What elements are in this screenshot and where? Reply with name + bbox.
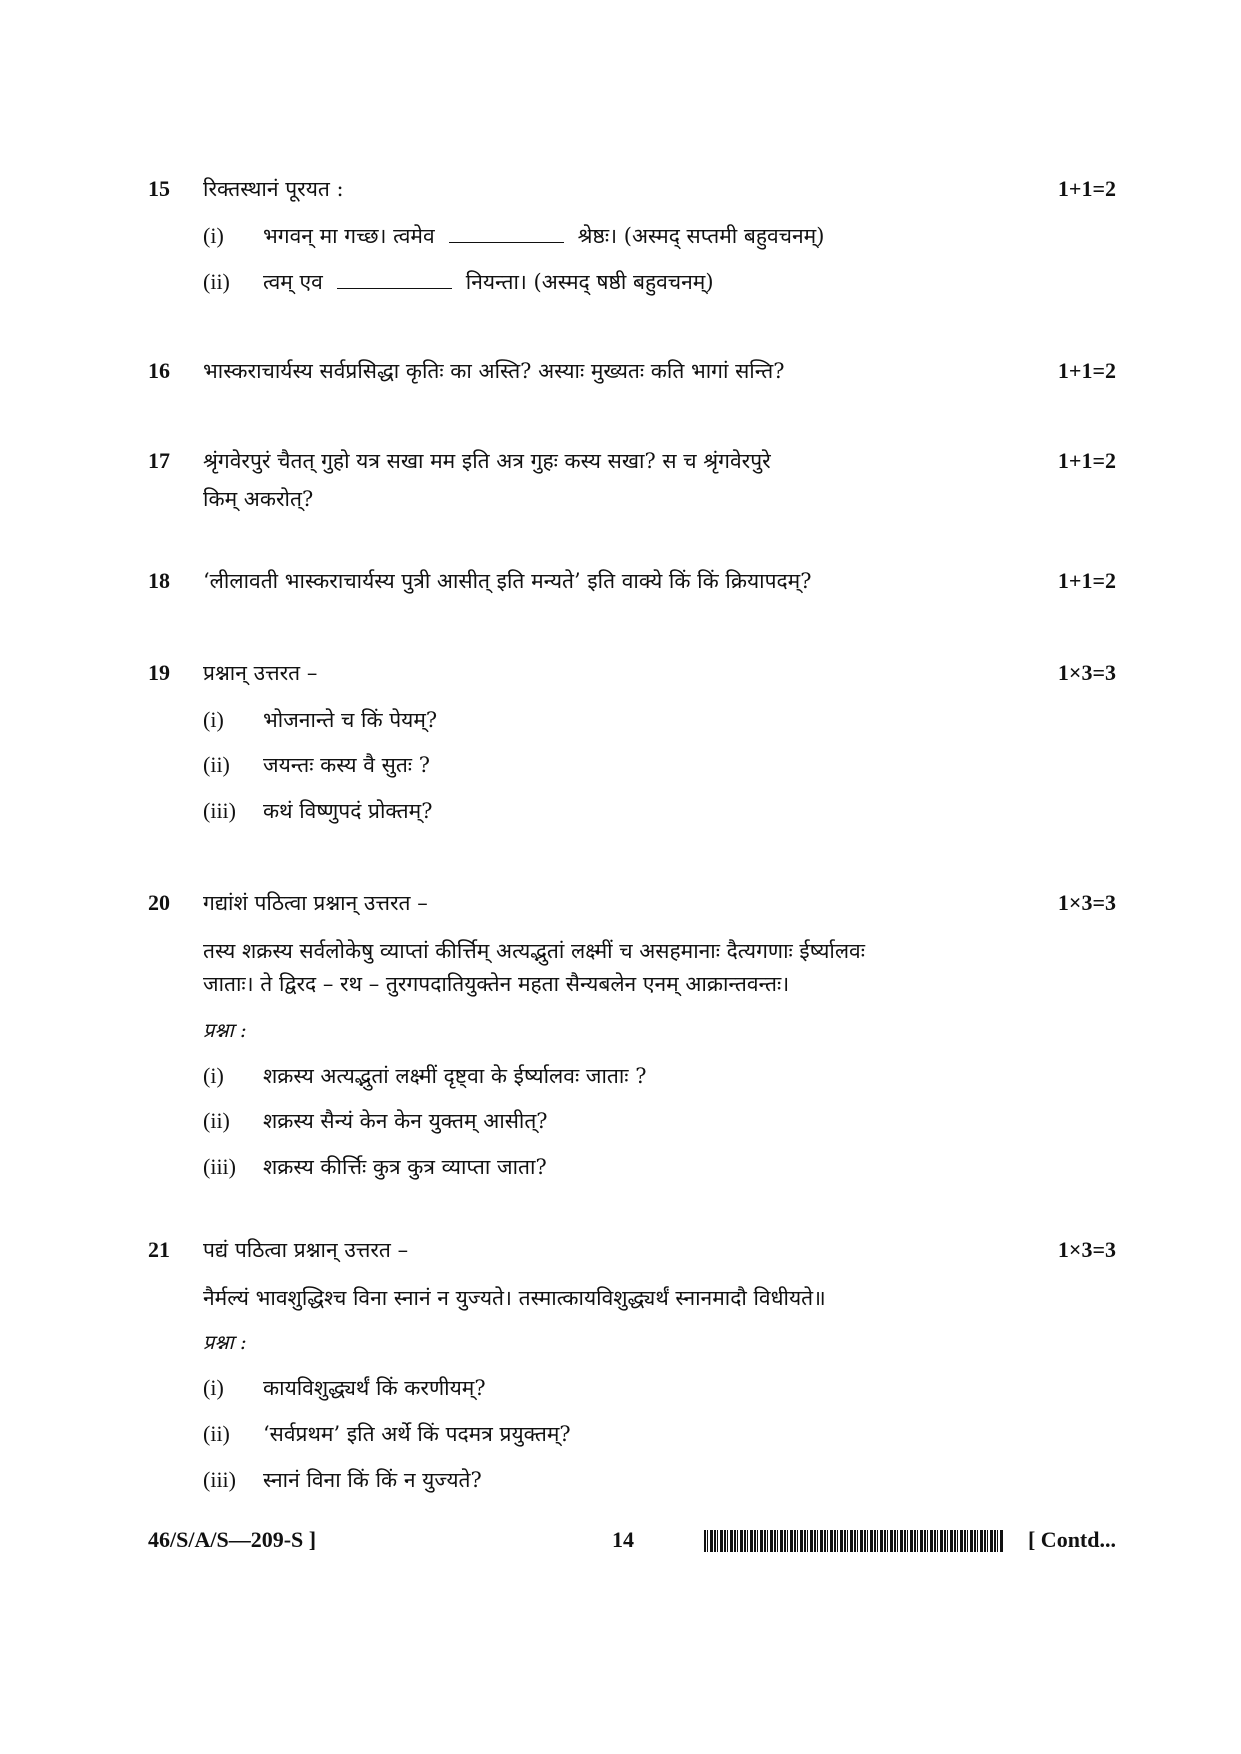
marks: 1+1=2 (1057, 568, 1116, 593)
roman-numeral: (i) (203, 707, 224, 732)
barcode (704, 1530, 1004, 1552)
sub-question-text: शक्रस्य सैन्यं केन केन युक्तम् आसीत्? (263, 1109, 548, 1133)
roman-numeral: (ii) (203, 269, 230, 294)
roman-numeral: (iii) (203, 1467, 236, 1492)
sub-question-text: त्वम् एव (263, 270, 323, 294)
verse-line: नैर्मल्यं भावशुद्धिश्च विना स्नानं न युज्यते। तस्मात्कायविशुद्ध्यर्थं स्नानमादौ विधीयते॥ (203, 1286, 826, 1310)
sub-question (203, 1107, 548, 1135)
sub-question-text: भोजनान्ते च किं पेयम्? (263, 708, 438, 732)
sub-question (203, 1374, 486, 1402)
question-text: रिक्तस्थानं पूरयत : (203, 177, 344, 201)
question-number: 19 (148, 660, 170, 685)
question-text: ‘लीलावती भास्कराचार्यस्य पुत्री आसीत् इति मन्यते’ इति वाक्ये किं किं क्रियापदम्? (203, 569, 812, 593)
contd-label: [ Contd... (1027, 1527, 1116, 1552)
roman-numeral: (i) (203, 223, 224, 248)
sub-question-text: शक्रस्य कीर्त्तिः कुत्र कुत्र व्याप्ता जाता? (263, 1155, 547, 1179)
sub-question (203, 751, 430, 779)
sub-question (203, 222, 824, 250)
sub-question-text: स्नानं विना किं किं न युज्यते? (263, 1468, 482, 1492)
question-number: 15 (148, 176, 170, 201)
sub-question-text: शक्रस्य अत्यद्भुतां लक्ष्मीं दृष्ट्वा के ईर्ष्यालवः जाताः ? (263, 1064, 647, 1088)
roman-numeral: (ii) (203, 752, 230, 777)
passage-line: तस्य शक्रस्य सर्वलोकेषु व्याप्तां कीर्त्तिम् अत्यद्भुतां लक्ष्मीं च असहमानाः दैत्यगणाः ईर्ष्यालवः (203, 939, 865, 963)
marks: 1×3=3 (1057, 890, 1116, 915)
marks: 1+1=2 (1057, 176, 1116, 201)
question-text: गद्यांशं पठित्वा प्रश्नान् उत्तरत – (203, 891, 428, 915)
question-text: श्रृंगवेरपुरं चैतत् गुहो यत्र सखा मम इति अत्र गुहः कस्य सखा? स च श्रृंगवेरपुरे (203, 449, 771, 473)
paper-code: 46/S/A/S—209-S ] (148, 1527, 317, 1552)
roman-numeral: (i) (203, 1063, 224, 1088)
sub-question-text: जयन्तः कस्य वै सुतः ? (263, 753, 430, 777)
sub-question (203, 797, 432, 825)
question-number: 21 (148, 1237, 170, 1262)
roman-numeral: (ii) (203, 1421, 230, 1446)
sub-question (203, 1062, 647, 1090)
sub-question-text: ‘सर्वप्रथम’ इति अर्थे किं पदमत्र प्रयुक्तम्? (263, 1422, 571, 1446)
questions-label: प्रश्ना : (203, 1330, 247, 1354)
marks: 1×3=3 (1057, 1237, 1116, 1262)
question-number: 20 (148, 890, 170, 915)
marks: 1+1=2 (1057, 358, 1116, 383)
marks: 1×3=3 (1057, 660, 1116, 685)
question-number: 17 (148, 448, 170, 473)
sub-question (203, 1466, 482, 1494)
question-number: 16 (148, 358, 170, 383)
roman-numeral: (ii) (203, 1108, 230, 1133)
question-number: 18 (148, 568, 170, 593)
question-text: प्रश्नान् उत्तरत – (203, 661, 318, 685)
roman-numeral: (iii) (203, 1154, 236, 1179)
page-number: 14 (612, 1527, 634, 1552)
question-text: भास्कराचार्यस्य सर्वप्रसिद्धा कृतिः का अस्ति? अस्याः मुख्यतः कति भागां सन्ति? (203, 359, 785, 383)
question-text: पद्यं पठित्वा प्रश्नान् उत्तरत – (203, 1238, 409, 1262)
sub-question-text: नियन्ता। (अस्मद् षष्ठी बहुवचनम्) (465, 270, 714, 294)
passage-line: जाताः। ते द्विरद – रथ – तुरगपदातियुक्तेन महता सैन्यबलेन एनम् आक्रान्तवन्तः। (203, 972, 790, 996)
sub-question-text: कायविशुद्ध्यर्थं किं करणीयम्? (263, 1376, 486, 1400)
marks: 1+1=2 (1057, 448, 1116, 473)
sub-question-text: श्रेष्ठः। (अस्मद् सप्तमी बहुवचनम्) (577, 224, 825, 248)
fill-blank (449, 222, 564, 243)
sub-question-text: कथं विष्णुपदं प्रोक्तम्? (263, 799, 433, 823)
sub-question (203, 268, 714, 296)
roman-numeral: (iii) (203, 798, 236, 823)
question-text: किम् अकरोत्? (203, 487, 314, 511)
fill-blank (337, 268, 452, 289)
sub-question-text: भगवन् मा गच्छ। त्वमेव (263, 224, 435, 248)
sub-question (203, 1153, 547, 1181)
sub-question (203, 1420, 571, 1448)
sub-question (203, 706, 437, 734)
roman-numeral: (i) (203, 1375, 224, 1400)
questions-label: प्रश्ना : (203, 1018, 247, 1042)
